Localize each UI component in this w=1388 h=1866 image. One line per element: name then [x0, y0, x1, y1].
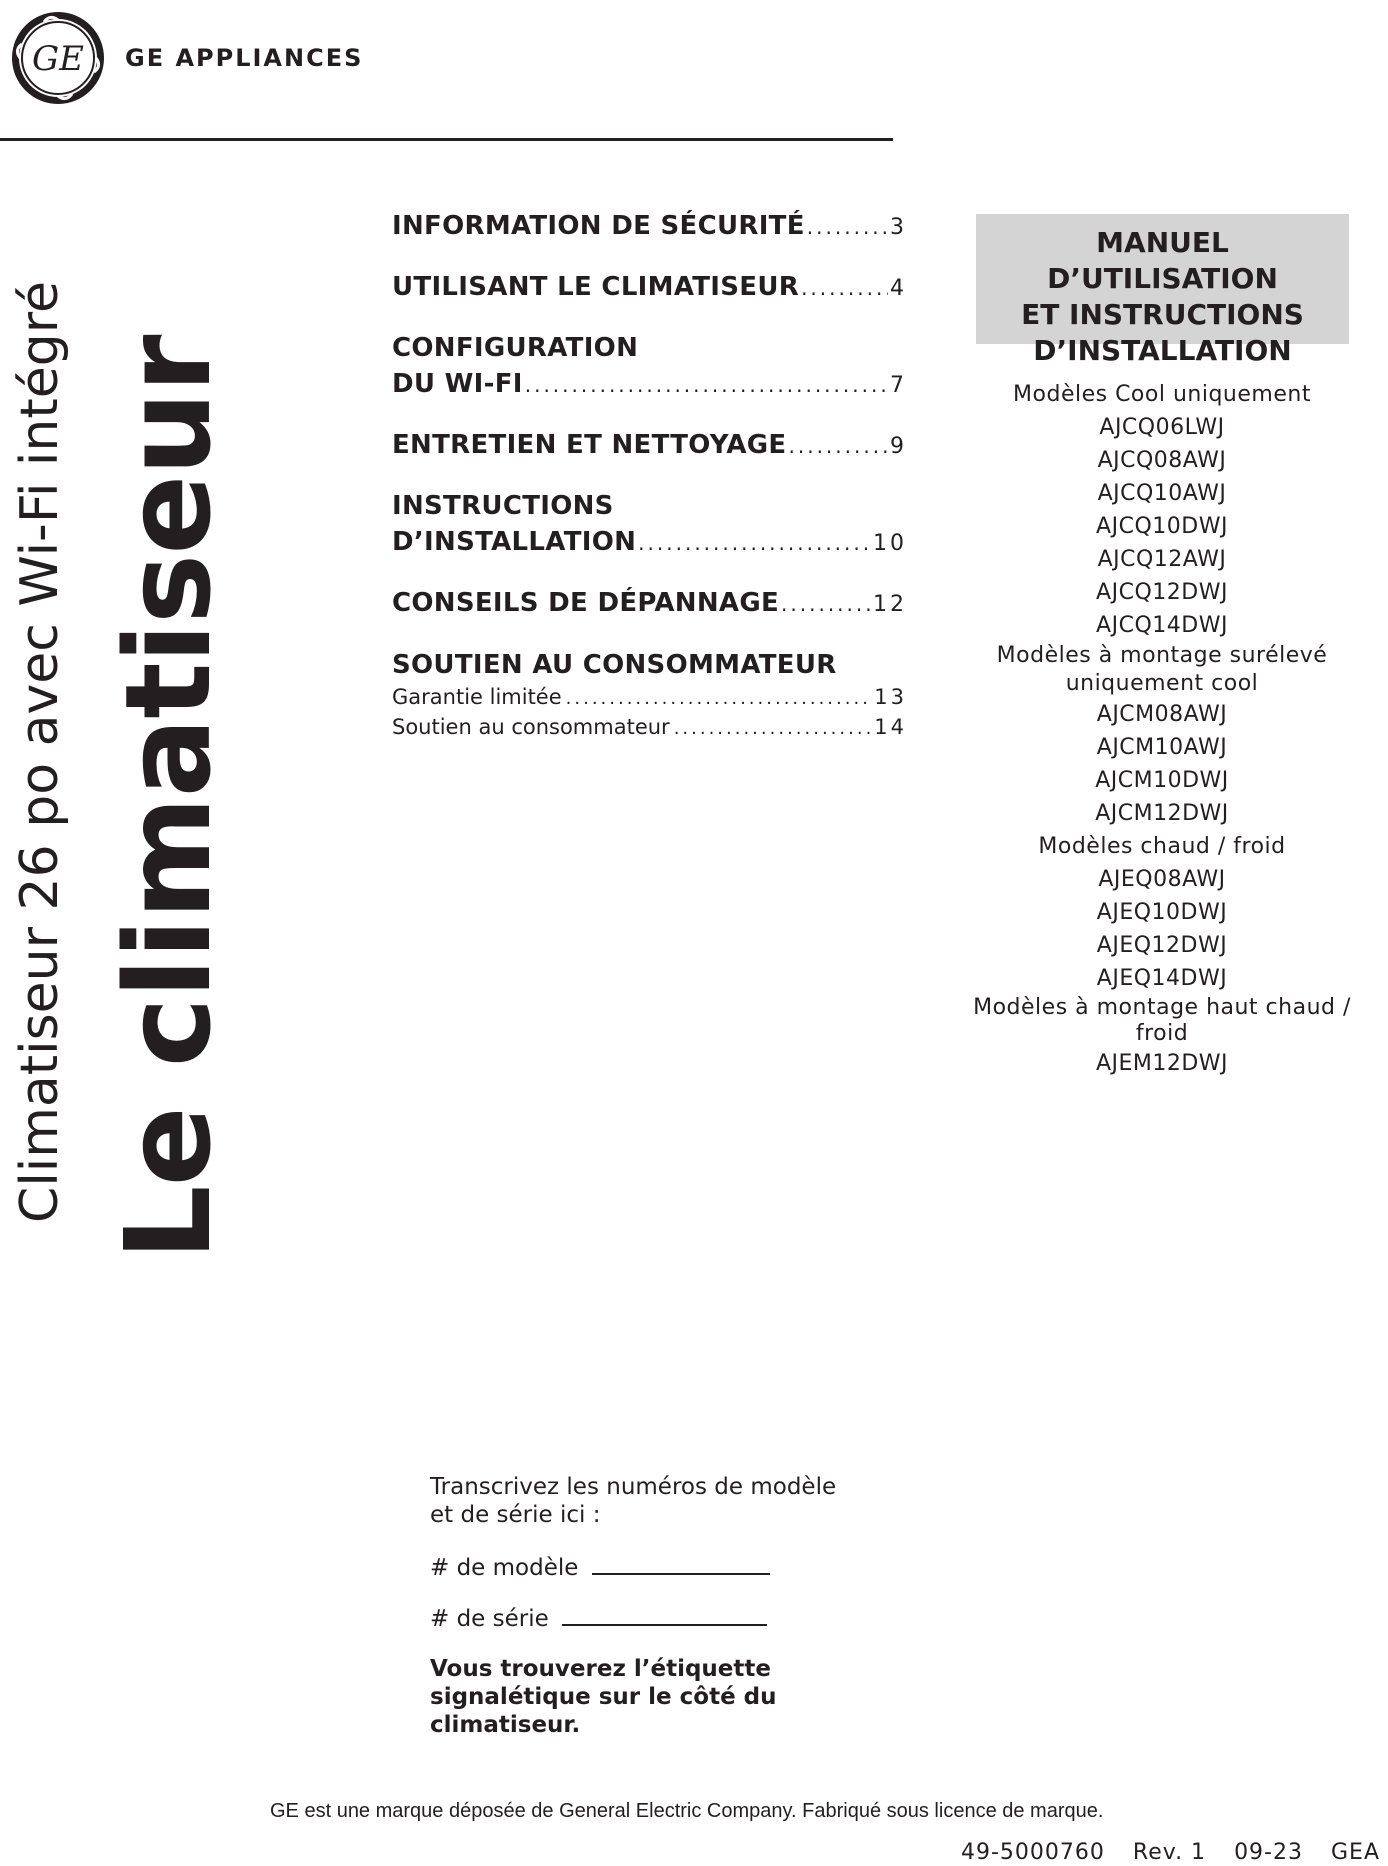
- svg-text:GE: GE: [32, 39, 84, 79]
- toc-page: 12: [873, 592, 907, 617]
- model-number: AJCM08AWJ: [1096, 702, 1228, 727]
- record-intro: Transcrivez les numéros de modèle: [430, 1474, 837, 1500]
- toc-entry-using[interactable]: [392, 269, 907, 307]
- model-number: AJCQ12DWJ: [1096, 580, 1228, 605]
- model-group-heading: froid: [1135, 1021, 1189, 1046]
- model-number: AJEM12DWJ: [1095, 1051, 1229, 1076]
- note-line: climatiseur.: [430, 1712, 581, 1738]
- toc-entry-wifi[interactable]: [392, 330, 907, 404]
- toc-sub-label: Garantie limitée: [392, 685, 562, 709]
- document-number: [961, 1840, 1380, 1865]
- ge-logo: [10, 10, 106, 106]
- doc-date: 09-23: [1234, 1840, 1303, 1865]
- model-number: AJCM10AWJ: [1096, 735, 1228, 760]
- toc-entry-support: [392, 647, 907, 743]
- toc-page: 13: [874, 685, 907, 709]
- doc-code: GEA: [1331, 1840, 1380, 1865]
- model-number: AJEQ10DWJ: [1096, 900, 1228, 925]
- model-list: [960, 378, 1364, 1080]
- record-numbers-section: [430, 1473, 890, 1739]
- model-number: AJCM12DWJ: [1095, 801, 1229, 826]
- toc-sub-support[interactable]: [392, 713, 907, 743]
- toc-label: UTILISANT LE CLIMATISEUR: [392, 272, 800, 302]
- toc-leader: [674, 714, 871, 743]
- manual-title-box: [976, 214, 1349, 367]
- toc-label-line1: INSTRUCTIONS: [392, 491, 614, 521]
- model-group-heading: Modèles Cool uniquement: [1013, 382, 1311, 407]
- model-number: AJCM10DWJ: [1095, 768, 1229, 793]
- model-number: AJEQ08AWJ: [1098, 867, 1226, 892]
- model-number-label: # de modèle: [430, 1555, 579, 1581]
- manual-title-line: ET INSTRUCTIONS: [1021, 298, 1304, 331]
- doc-number: 49-5000760: [961, 1840, 1105, 1865]
- model-number: AJCQ12AWJ: [1097, 547, 1227, 572]
- model-number: AJCQ10AWJ: [1097, 481, 1227, 506]
- toc-label: INFORMATION DE SÉCURITÉ: [392, 211, 805, 241]
- toc-label: DU WI-FI: [392, 369, 523, 399]
- model-number: AJCQ08AWJ: [1097, 448, 1227, 473]
- toc-sub-warranty[interactable]: [392, 683, 907, 713]
- toc-page: 3: [890, 215, 907, 240]
- toc-leader: [789, 428, 889, 464]
- toc-label-line1: CONFIGURATION: [392, 333, 639, 363]
- toc-entry-safety[interactable]: [392, 208, 907, 246]
- toc-page: 7: [890, 373, 907, 398]
- record-intro: et de série ici :: [430, 1502, 601, 1528]
- toc-leader: [781, 586, 871, 622]
- model-number: AJCQ06LWJ: [1099, 415, 1225, 440]
- toc-page: 4: [890, 276, 907, 301]
- model-group-heading: Modèles chaud / froid: [1038, 834, 1286, 859]
- table-of-contents: [392, 208, 907, 743]
- product-title: Le climatiseur: [99, 335, 237, 1261]
- toc-leader: [807, 209, 888, 245]
- brand-name: GE APPLIANCES: [125, 44, 364, 72]
- model-group-heading: Modèles à montage surélevé: [996, 643, 1328, 668]
- product-subtitle: Climatiseur 26 po avec Wi-Fi intégré: [10, 281, 70, 1223]
- toc-entry-care[interactable]: [392, 427, 907, 465]
- manual-title-line: D’INSTALLATION: [1033, 334, 1292, 367]
- toc-label: ENTRETIEN ET NETTOYAGE: [392, 430, 787, 460]
- model-group-heading: Modèles à montage haut chaud /: [973, 995, 1351, 1020]
- toc-label: D’INSTALLATION: [392, 527, 637, 557]
- header-divider: [0, 138, 893, 141]
- toc-page: 9: [890, 434, 907, 459]
- model-number-field[interactable]: [592, 1551, 770, 1575]
- manual-title-line: MANUEL D’UTILISATION: [1047, 226, 1278, 295]
- serial-number-row: [430, 1602, 890, 1633]
- model-number-row: [430, 1551, 890, 1582]
- toc-support-heading[interactable]: SOUTIEN AU CONSOMMATEUR: [392, 650, 837, 680]
- model-number: AJCQ14DWJ: [1096, 613, 1228, 638]
- toc-leader: [525, 367, 888, 403]
- toc-sub-label: Soutien au consommateur: [392, 715, 670, 739]
- model-number: AJCQ10DWJ: [1096, 514, 1228, 539]
- note-line: signalétique sur le côté du: [430, 1684, 777, 1710]
- toc-page: 10: [873, 531, 907, 556]
- toc-page: 14: [874, 715, 907, 739]
- model-number: AJEQ14DWJ: [1096, 966, 1228, 991]
- trademark-notice: GE est une marque déposée de General Electric Company. Fabriqué sous licence de marque.: [270, 1800, 1104, 1822]
- model-group-heading: uniquement cool: [1065, 671, 1259, 696]
- serial-number-field[interactable]: [562, 1602, 767, 1626]
- doc-revision: Rev. 1: [1132, 1840, 1207, 1865]
- toc-leader: [801, 270, 888, 306]
- toc-entry-troubleshooting[interactable]: [392, 585, 907, 623]
- rating-label-note: [430, 1655, 890, 1739]
- toc-entry-installation[interactable]: [392, 488, 907, 562]
- note-line: Vous trouverez l’étiquette: [430, 1656, 771, 1682]
- toc-leader: [638, 525, 871, 561]
- toc-label: CONSEILS DE DÉPANNAGE: [392, 588, 780, 618]
- model-number: AJEQ12DWJ: [1096, 933, 1228, 958]
- serial-number-label: # de série: [430, 1606, 549, 1632]
- toc-leader: [566, 684, 871, 713]
